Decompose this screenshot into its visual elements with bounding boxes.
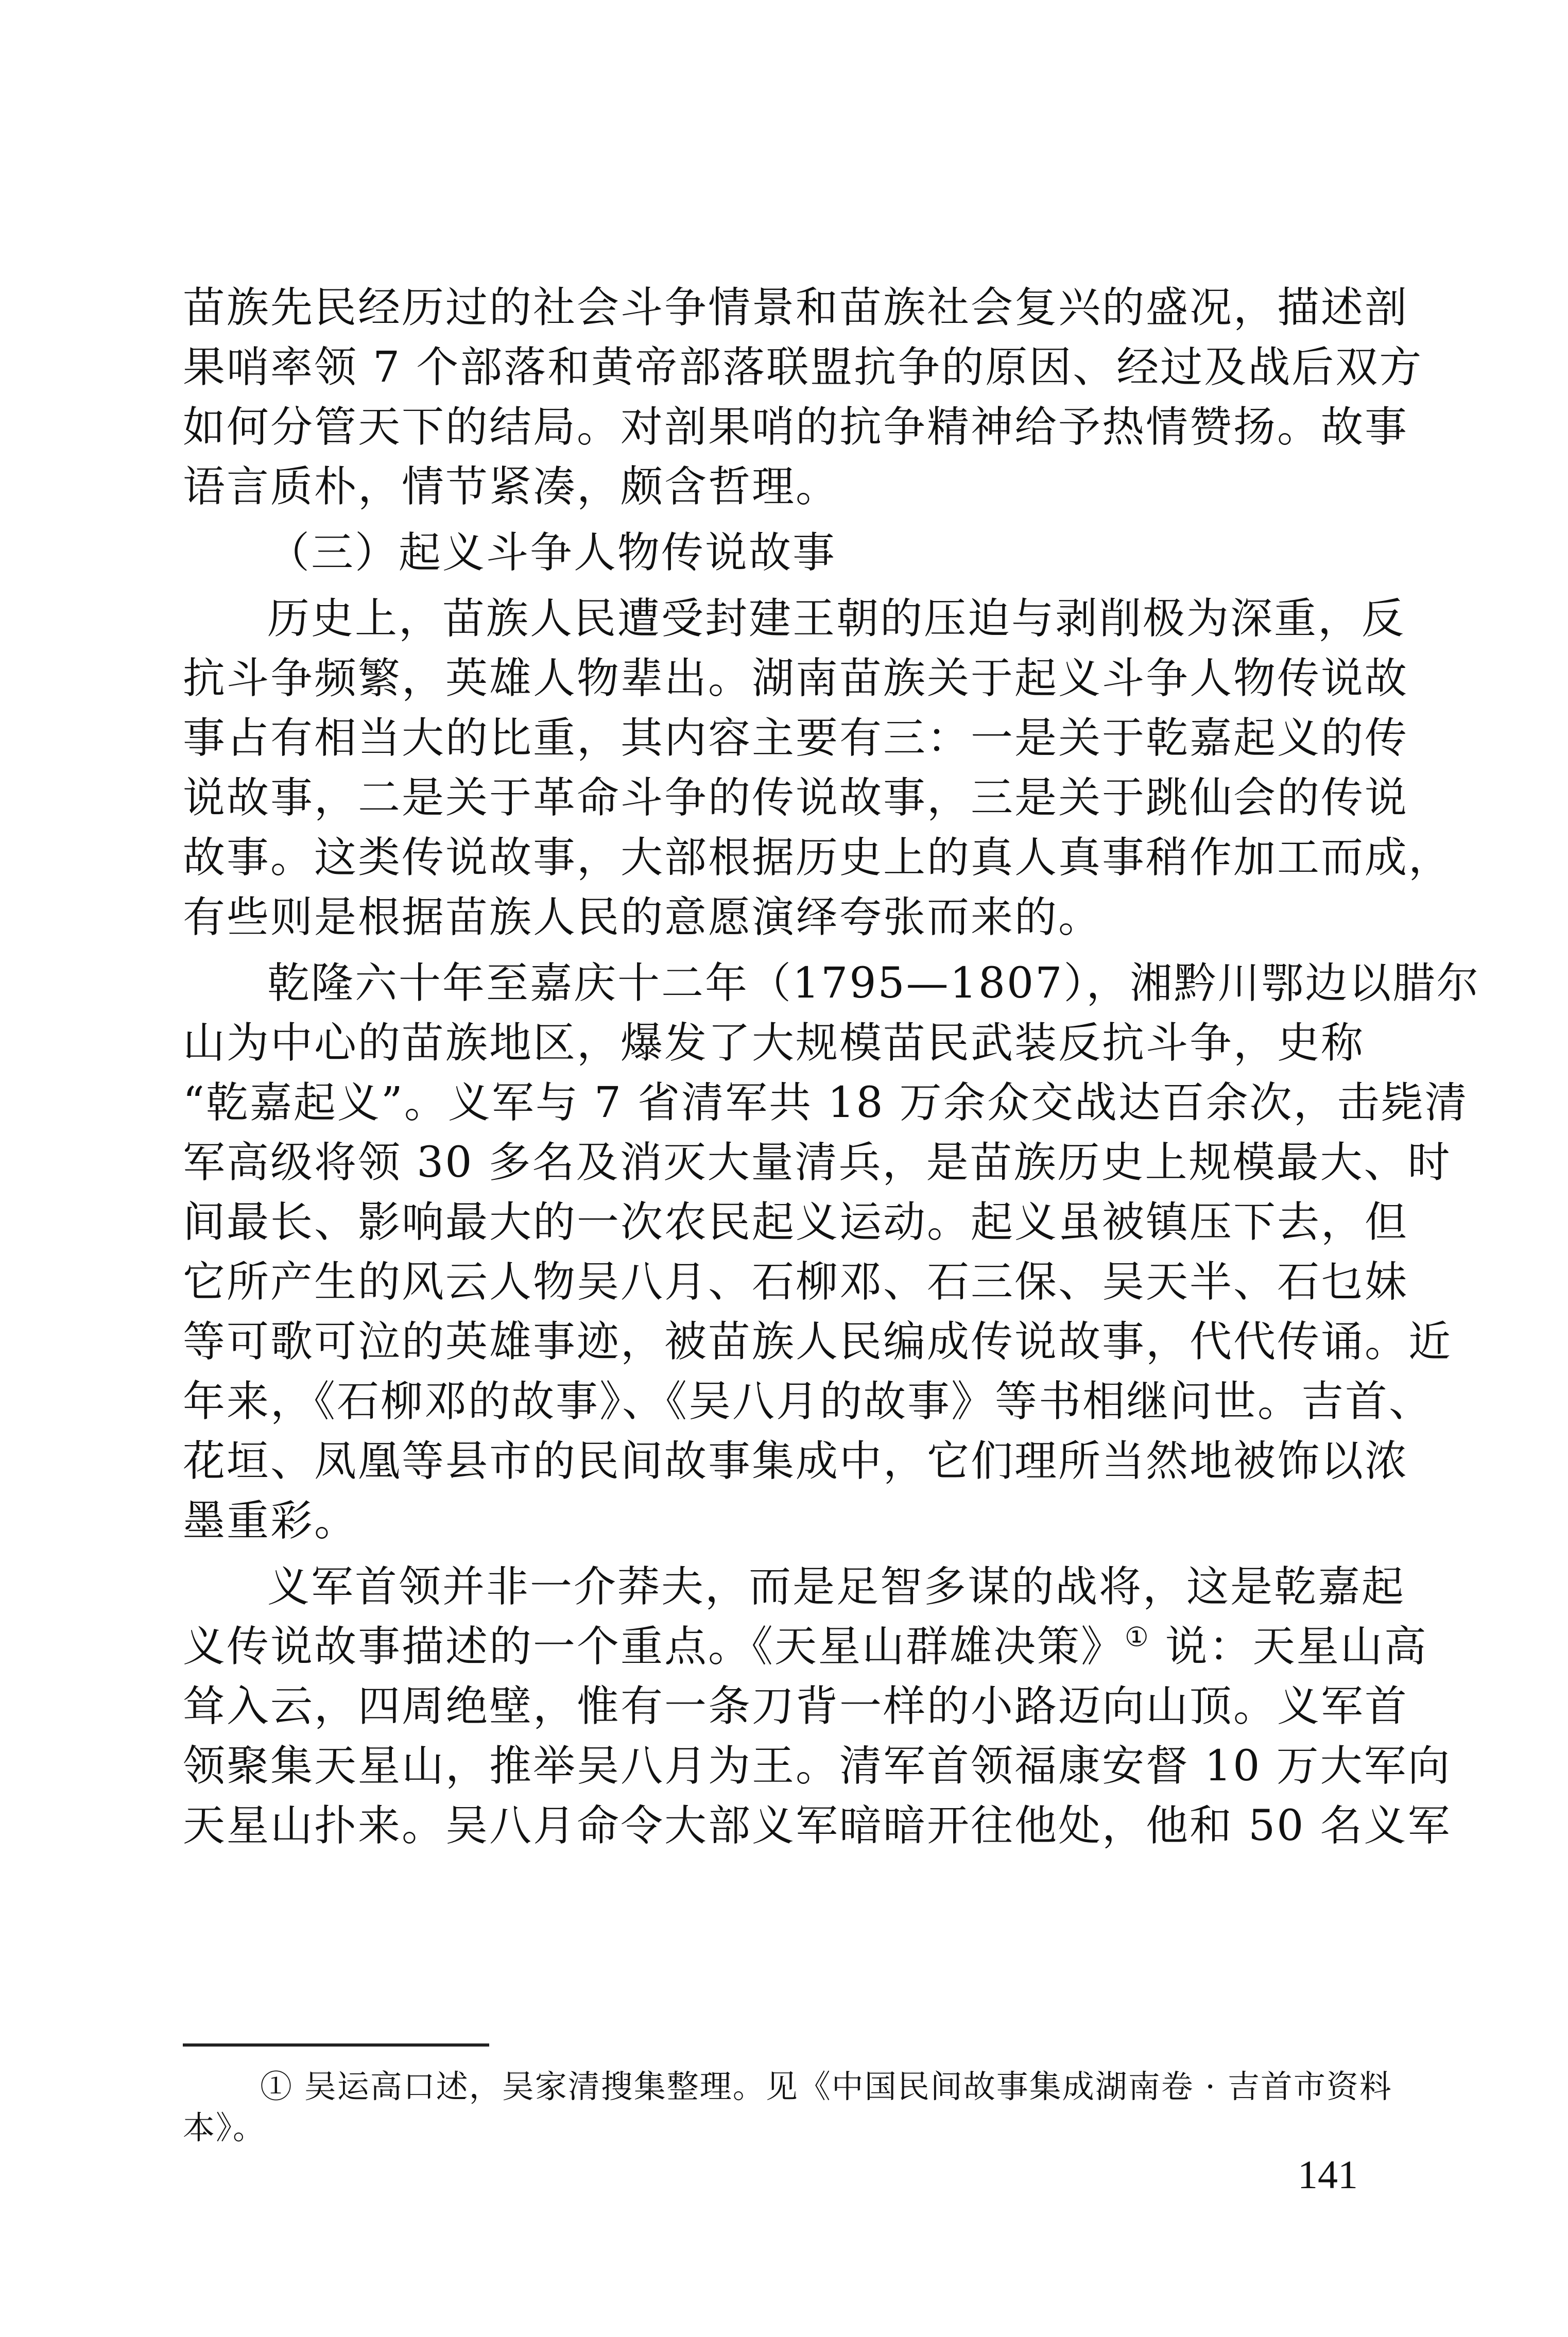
paragraph-line: 语言质朴，情节紧凑，颇含哲理。 bbox=[183, 462, 840, 511]
paragraph-line: 领聚集天星山，推举吴八月为王。清军首领福康安督 10 万大军向 bbox=[183, 1742, 1452, 1791]
body-text bbox=[183, 278, 1480, 1856]
paragraph-line: 果哨率领 7 个部落和黄帝部落联盟抗争的原因、经过及战后双方 bbox=[183, 343, 1423, 392]
paragraph-line: 军高级将领 30 多名及消灭大量清兵，是苗族历史上规模最大、时 bbox=[183, 1138, 1452, 1187]
paragraph-line: 有些则是根据苗族人民的意愿演绎夸张而来的。 bbox=[183, 893, 1102, 942]
paragraph-line: 历史上，苗族人民遭受封建王朝的压迫与剥削极为深重，反 bbox=[267, 594, 1406, 643]
paragraph-line: 间最长、影响最大的一次农民起义运动。起义虽被镇压下去，但 bbox=[183, 1198, 1409, 1247]
paragraph-line: 天星山扑来。吴八月命令大部义军暗暗开往他处，他和 50 名义军 bbox=[183, 1801, 1452, 1850]
page-number: 141 bbox=[1298, 2152, 1358, 2197]
spacer bbox=[183, 948, 1408, 954]
spacer bbox=[183, 1551, 1408, 1557]
paragraph-line: 年来，《石柳邓的故事》、《吴八月的故事》等书相继问世。吉首、 bbox=[183, 1377, 1433, 1426]
footnote-ref: ① bbox=[1125, 1622, 1150, 1653]
footnote bbox=[183, 2066, 1408, 2149]
paragraph-line: 苗族先民经历过的社会斗争情景和苗族社会复兴的盛况，描述剖 bbox=[183, 283, 1409, 332]
paragraph-line: 故事。这类传说故事，大部根据历史上的真人真事稍作加工而成， bbox=[183, 833, 1453, 882]
paragraph-line: 乾隆六十年至嘉庆十二年（1795—1807），湘黔川鄂边以腊尔 bbox=[267, 959, 1480, 1008]
footnote-line: 本》。 bbox=[183, 2109, 266, 2146]
paragraph-line: 事占有相当大的比重，其内容主要有三：一是关于乾嘉起义的传 bbox=[183, 714, 1409, 763]
line-text: 义传说故事描述的一个重点。《天星山群雄决策》 bbox=[183, 1622, 1125, 1671]
paragraph-line: 墨重彩。 bbox=[183, 1497, 358, 1545]
paragraph-line: 它所产生的风云人物吴八月、石柳邓、石三保、吴天半、石乜妹 bbox=[183, 1258, 1409, 1307]
spacer bbox=[183, 583, 1408, 589]
footnote-divider bbox=[183, 2043, 489, 2047]
paragraph-line: 耸入云，四周绝壁，惟有一条刀背一样的小路迈向山顶。义军首 bbox=[183, 1682, 1409, 1731]
paragraph-line: 如何分管天下的结局。对剖果哨的抗争精神给予热情赞扬。故事 bbox=[183, 403, 1409, 452]
spacer bbox=[183, 517, 1408, 523]
paragraph-line: 等可歌可泣的英雄事迹，被苗族人民编成传说故事，代代传诵。近 bbox=[183, 1317, 1453, 1366]
paragraph-line: 抗斗争频繁，英雄人物辈出。湖南苗族关于起义斗争人物传说故 bbox=[183, 654, 1409, 703]
section-heading: （三）起义斗争人物传说故事 bbox=[267, 528, 837, 577]
paragraph-line-with-footnote bbox=[183, 1617, 1428, 1677]
paragraph-line: 说故事，二是关于革命斗争的传说故事，三是关于跳仙会的传说 bbox=[183, 774, 1409, 822]
paragraph-line: 花垣、凤凰等县市的民间故事集成中，它们理所当然地被饰以浓 bbox=[183, 1437, 1409, 1486]
line-text-cont: 说：天星山高 bbox=[1165, 1622, 1428, 1671]
paragraph-line: 山为中心的苗族地区，爆发了大规模苗民武装反抗斗争，史称 bbox=[183, 1019, 1365, 1068]
paragraph-line: 义军首领并非一介莽夫，而是足智多谋的战将，这是乾嘉起 bbox=[267, 1562, 1406, 1611]
paragraph-line: “乾嘉起义”。义军与 7 省清军共 18 万余众交战达百余次，击毙清 bbox=[183, 1078, 1469, 1127]
footnote-line: ① 吴运高口述，吴家清搜集整理。见《中国民间故事集成湖南卷 · 吉首市资料 bbox=[260, 2068, 1392, 2105]
